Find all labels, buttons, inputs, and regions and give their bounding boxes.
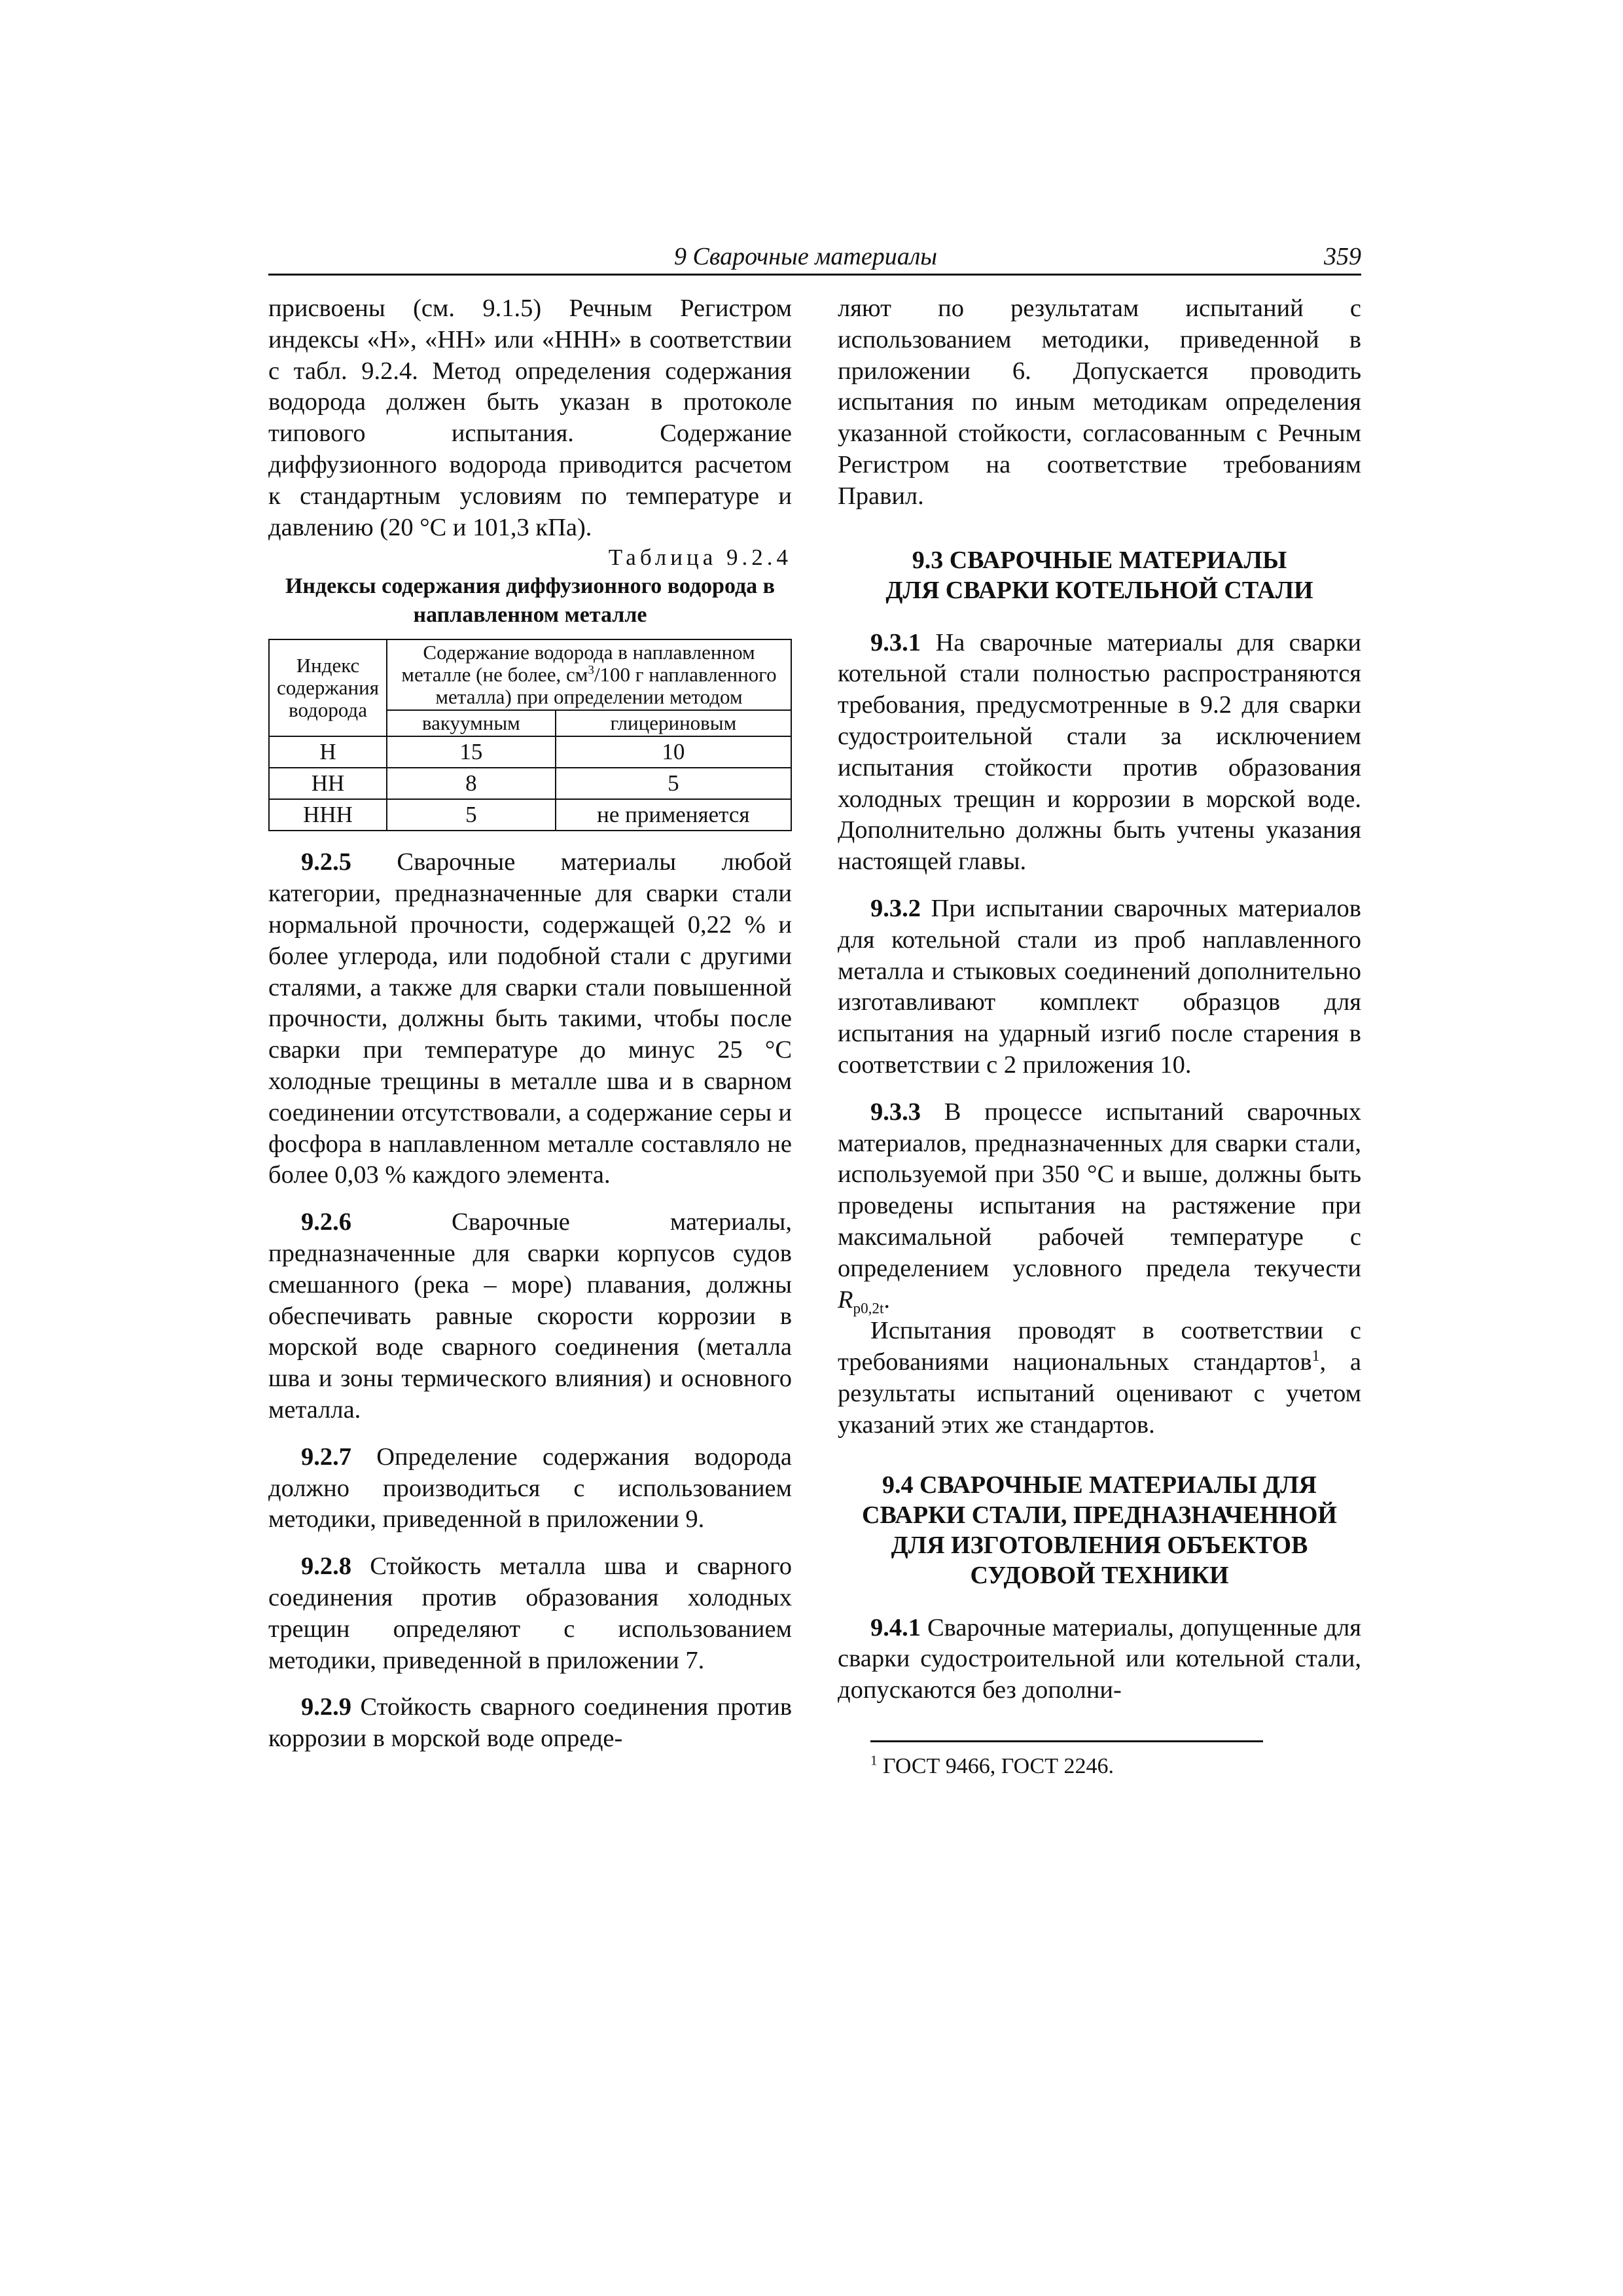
header-vacuum: вакуумным (387, 710, 556, 736)
paragraph-9-2-9: 9.2.9 Стойкость сварного соединения против коррозии в морской воде опреде- (268, 1693, 792, 1753)
running-title: 9 Сварочные материалы (674, 243, 938, 270)
footnote-rule (870, 1740, 1263, 1742)
paragraph-9-3-2: 9.3.2 При испытании сварочных материалов для котельной стали из проб наплавленного металла и стыковых соединений дополнительно изготавливают комплект образцов для испытания на ударный изгиб после старения в соответствии с 2 приложения 10. (838, 894, 1361, 1079)
table-row (269, 768, 791, 799)
footnote: $^1$ ГОСТ 9466, ГОСТ 2246. (870, 1752, 1114, 1778)
cell-glycerin: 10 (556, 736, 791, 768)
cell-glycerin: 5 (556, 768, 791, 799)
paragraph-9-3-3: 9.3.3 В процессе испытаний сварочных материалов, предназначенных для сварки стали, используемой при 350 °С и выше, должны быть проведены испытания на растяжение при максимальной рабочей температуре с определением условного предела текучести $R_{p0,2t}$. (838, 1098, 1361, 1317)
cell-vacuum: 8 (387, 768, 556, 799)
table-row (269, 736, 791, 768)
header-content: Содержание водорода в наплавленном металле (не более, $см^3/100$ г наплавленного металла) при определении методом (387, 639, 791, 710)
table-row (269, 799, 791, 831)
paragraph-9-3-1: 9.3.1 На сварочные материалы для сварки котельной стали полностью распространяются требования, предусмотренные в 9.2 для сварки судостроительной стали за исключением испытания стойкости против образования холодных трещин и коррозии в морской воде. Дополнительно должны быть учтены указания настоящей главы. (838, 628, 1361, 876)
paragraph-9-2-5: 9.2.5 Сварочные материалы любой категории, предназначенные для сварки стали нормальной прочности, содержащей 0,22 % и более углерода, или подобной стали с другими сталями, а также для сварки стали повышенной прочности, должны быть такими, чтобы после сварки при температуре до минус 25 °С холодные трещины в металле шва и в сварном соединении отсутствовали, а содержание серы и фосфора в наплавленном металле составляло не более 0,03 % каждого элемента. (268, 848, 792, 1189)
header-index: Индекс содержания водорода (269, 639, 387, 736)
table-number: Таблица 9.2.4 (608, 545, 792, 571)
section-heading-9-3: 9.3 СВАРОЧНЫЕ МАТЕРИАЛЫ ДЛЯ СВАРКИ КОТЕЛЬНОЙ СТАЛИ (885, 546, 1313, 604)
cell-index: ННН (269, 799, 387, 831)
left-column (268, 293, 792, 1755)
page-header (268, 242, 1361, 276)
table-title: Индексы содержания диффузионного водорода в наплавленном металле (285, 574, 776, 628)
cell-glycerin: не применяется (556, 799, 791, 831)
right-column (838, 293, 1361, 1780)
cell-vacuum: 15 (387, 736, 556, 768)
paragraph-9-2-6: 9.2.6 Сварочные материалы, предназначенные для сварки корпусов судов смешанного (река – море) плавания, должны обеспечивать равные скорости коррозии в морской воде сварного соединения (металла шва и зоны термического влияния) и основного металла. (268, 1208, 792, 1424)
paragraph-tests: Испытания проводят в соответствии с требованиями национальных стандартов$^1$, а результаты испытаний оценивают с учетом указаний этих же стандартов. (838, 1317, 1361, 1439)
cell-index: Н (269, 736, 387, 768)
paragraph-intro: присвоены (см. 9.1.5) Речным Регистром индексы «Н», «НН» или «ННН» в соответствии с табл. 9.2.4. Метод определения содержания водорода должен быть указан в протоколе типового испытания. Содержание диффузионного водорода приводится расчетом к стандартным условиям по температуре и давлению (20 °С и 101,3 кПа). (268, 295, 792, 541)
paragraph-9-2-7: 9.2.7 Определение содержания водорода должно производиться с использованием методики, приведенной в приложении 9. (268, 1443, 792, 1534)
page-number: 359 (1324, 243, 1361, 270)
paragraph-9-4-1: 9.4.1 Сварочные материалы, допущенные для сварки судостроительной или котельной стали, допускаются без дополни- (838, 1613, 1361, 1704)
paragraph-9-2-8: 9.2.8 Стойкость металла шва и сварного соединения против образования холодных трещин определяют с использованием методики, приведенной в приложении 7. (268, 1552, 792, 1674)
header-glycerin: глицериновым (556, 710, 791, 736)
hydrogen-index-table (268, 639, 792, 831)
section-heading-9-4: 9.4 СВАРОЧНЫЕ МАТЕРИАЛЫ ДЛЯ СВАРКИ СТАЛИ, ПРЕДНАЗНАЧЕННОЙ ДЛЯ ИЗГОТОВЛЕНИЯ ОБЪЕКТОВ СУДОВОЙ ТЕХНИКИ (862, 1471, 1337, 1589)
cell-index: НН (269, 768, 387, 799)
paragraph-continuation: ляют по результатам испытаний с использованием методики, приведенной в приложении 6. Допускается проводить испытания по иным методикам определения указанной стойкости, согласованным с Речным Регистром на соответствие требованиям Правил. (838, 295, 1361, 510)
table-header-row (269, 639, 791, 710)
cell-vacuum: 5 (387, 799, 556, 831)
